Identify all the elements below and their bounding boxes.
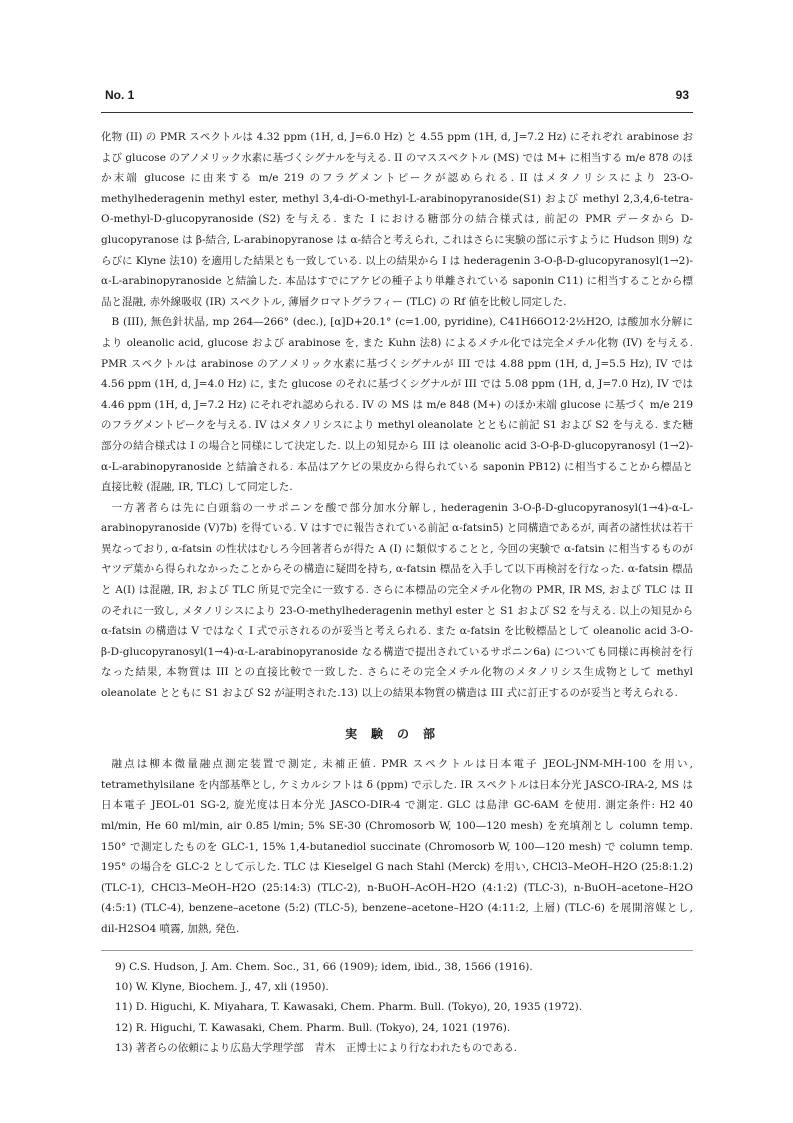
paragraph: B (III), 無色針状晶, mp 264—266° (dec.), [α]D+20.1° (c=1.00, pyridine), C41H66O12·2½H2O, は酸加水分解により oleanolic acid, glucose および arabinose を, また Kuhn 法8) によるメチル化では完全メチル化物 (IV) を与える. PMR スペクトルは arabinose のアノメリック水素に基づくシグナルが III では 4.88 ppm (1H, d, J=5.5 Hz), IV では 4.56 ppm (1H, d, J=4.0 Hz) に, また glucose のそれに基づくシグナルが III では 5.08 ppm (1H, d, J=7.0 Hz), IV では 4.46 ppm (1H, d, J=7.2 Hz) にそれぞれ認められる. IV の MS は m/e 848 (M+) のほか末端 glucose に基づく m/e 219 のフラグメントピークを与える. IV はメタノリシスにより methyl oleanolate とともに前記 S1 および S2 を与える. また糖部分の結合様式は I の場合と同様にして決定した. 以上の知見から III は oleanolic acid 3-O-β-D-glucopyranosyl (1→2)-α-L-arabinopyranoside と結論される. 本品はアケビの果皮から得られている saponin PB12) に相当することから標品と直接比較 (混融, IR, TLC) して同定した.: [101, 316, 693, 494]
page-header: [105, 88, 689, 102]
reference-list: [101, 957, 693, 1059]
reference-item: 12) R. Higuchi, T. Kawasaki, Chem. Pharm. Bull. (Tokyo), 24, 1021 (1976).: [115, 1021, 511, 1034]
paragraph: 一方著者らは先に白頭翁の一サポニンを酸で部分加水分解し, hederagenin 3-O-β-D-glucopyranosyl(1→4)-α-L-arabinopyranoside (V)7b) を得ている. V はすでに報告されている前記 α-fatsin5) と同構造であるが, 両者の諸性状は若干異なっており, α-fatsin の性状はむしろ今回著者らが得た A (I) に類似することと, 今回の実験で α-fatsin に相当するものがヤツデ葉から得られなかったことからその構造に疑問を持ち, α-fatsin 標品を入手して以下再検討を行なった. α-fatsin 標品と A(I) は混融, IR, および TLC 所見で完全に一致する. さらに本標品の完全メチル化物の PMR, IR MS, および TLC は II のそれに一致し, メタノリシスにより 23-O-methylhederagenin methyl ester と S1 および S2 を与える. 以上の知見から α-fatsin の構造は V ではなく I 式で示されるのが妥当と考えられる. また α-fatsin を比較標品として oleanolic acid 3-O-β-D-glucopyranosyl(1→4)-α-L-arabinopyranoside なる構造で提出されているサポニン6a) についても同様に再検討を行なった結果, 本物質は III との直接比較で一致した. さらにその完全メチル化物のメタノリシス生成物として methyl oleanolate とともに S1 および S2 が証明された.13) 以上の結果本物質の構造は III 式に訂正するのが妥当と考えられる.: [101, 501, 693, 700]
journal-issue: No. 1: [105, 88, 135, 102]
reference-item: 10) W. Klyne, Biochem. J., 47, xli (1950).: [115, 980, 329, 993]
header-rule: [101, 112, 693, 113]
reference-item: 11) D. Higuchi, K. Miyahara, T. Kawasaki, Chem. Pharm. Bull. (Tokyo), 20, 1935 (1972).: [115, 1001, 583, 1014]
article-body: [101, 127, 693, 1059]
page-number: 93: [675, 88, 689, 102]
footnote-rule: [101, 950, 693, 951]
reference-item: 9) C.S. Hudson, J. Am. Chem. Soc., 31, 66 (1909); idem, ibid., 38, 1566 (1916).: [115, 960, 533, 973]
reference-item: 13) 著者らの依頼により広島大学理学部 青木 正博士により行なわれたものである.: [115, 1042, 518, 1055]
section-title: 実験の部: [344, 726, 449, 741]
paragraph: 化物 (II) の PMR スペクトルは 4.32 ppm (1H, d, J=6.0 Hz) と 4.55 ppm (1H, d, J=7.2 Hz) にそれぞれ arabinose および glucose のアノメリック水素に基づくシグナルを与える. II のマススペクトル (MS) では M+ に相当する m/e 878 のほか末端 glucose に由来する m/e 219 のフラグメントピークが認められる. II はメタノリシスにより 23-O-methylhederagenin methyl ester, methyl 3,4-di-O-methyl-L-arabinopyranoside(S1) および methyl 2,3,4,6-tetra-O-methyl-D-glucopyranoside (S2) を与える. また I における糖部分の結合様式は, 前記の PMR データから D-glucopyranose は β-結合, L-arabinopyranose は α-結合と考えられ, これはさらに実験の部に示すように Hudson 則9) ならびに Klyne 法10) を適用した結果とも一致している. 以上の結果から I は hederagenin 3-O-β-D-glucopyranosyl(1→2)-α-L-arabinopyranoside と結論した. 本品はすでにアケビの種子より単離されている saponin C11) に相当することから標品と混融, 赤外線吸収 (IR) スペクトル, 薄層クロマトグラフィー (TLC) の Rf 値を比較し同定した.: [101, 131, 694, 308]
experimental-paragraph: 融点は柳本微量融点測定装置で測定, 未補正値. PMR スペクトルは日本電子 JEOL-JNM-MH-100 を用い, tetramethylsilane を内部基準とし, ケミカルシフトは δ (ppm) で示した. IR スペクトルは日本分光 JASCO-IRA-2, MS は日本電子 JEOL-01 SG-2, 旋光度は日本分光 JASCO-DIR-4 で測定. GLC は島津 GC-6AM を使用. 測定条件: H2 40 ml/min, He 60 ml/min, air 0.85 l/min; 5% SE-30 (Chromosorb W, 100—120 mesh) を充填剤とし column temp. 150° で測定したものを GLC-1, 15% 1,4-butanediol succinate (Chromosorb W, 100—120 mesh) で column temp. 195° の場合を GLC-2 として示した. TLC は Kieselgel G nach Stahl (Merck) を用い, CHCl3–MeOH–H2O (25:8:1.2) (TLC-1), CHCl3–MeOH–H2O (25:14:3) (TLC-2), n-BuOH–AcOH–H2O (4:1:2) (TLC-3), n-BuOH–acetone–H2O (4:5:1) (TLC-4), benzene–acetone (5:2) (TLC-5), benzene–acetone–H2O (4:11:2, 上層) (TLC-6) を展開溶媒とし, dil-H2SO4 噴霧, 加熱, 発色.: [101, 758, 693, 935]
